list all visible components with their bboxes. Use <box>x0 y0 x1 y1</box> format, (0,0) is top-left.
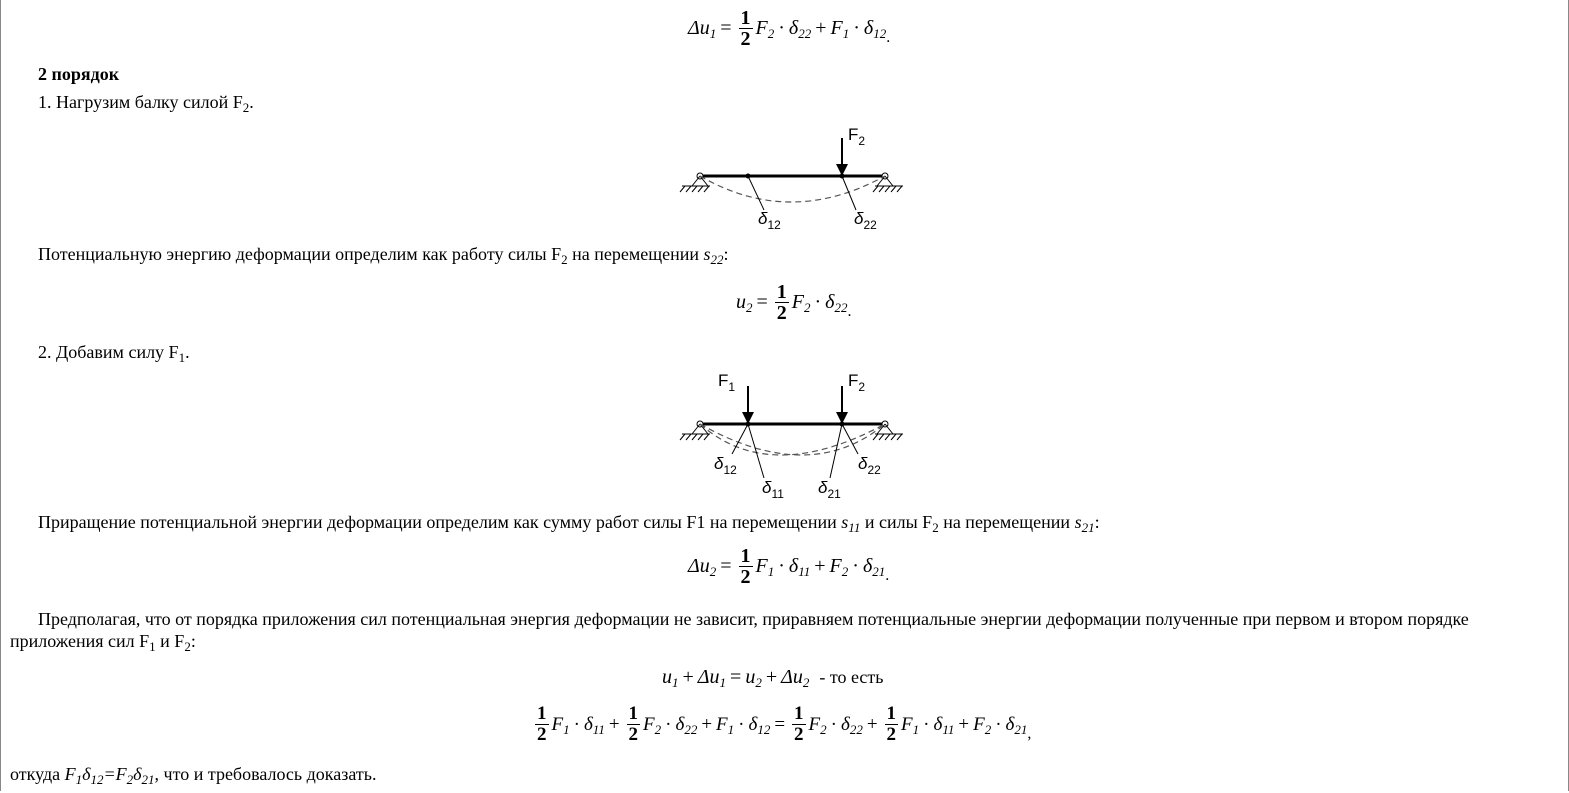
force-arrow-f2 <box>836 386 848 424</box>
equation-expanded: $\frac{1}{2}$ $F_1$ · $\delta_{11}$ + $\frac{1}{2}$ $F_2$ · $\delta_{22}$ + $F_1$ · $\delta_{12}$ = $\frac{1}{2}$ $F_2$ · $\delta_{22}$ + $\frac{1}{2}$ $F_1$ · $\delta_{11}$ + $F_2$ · $\delta_{21}$ , <box>537 703 1032 745</box>
deflection-curve-1 <box>700 424 885 455</box>
label-d22: $\delta_{22}$ <box>858 454 881 477</box>
label-d12: $\delta_{12}$ <box>714 454 737 477</box>
equation-u2: $u_2$ = $\frac{1}{2}$ $F_2$ · $\delta_{22}$ . <box>736 281 852 324</box>
conclusion: откуда $F_1\delta_{12}=F_2\delta_{21}$, что и требовалось доказать. <box>10 764 377 787</box>
label-d12: $\delta_{12}$ <box>758 209 781 232</box>
label-d21: $\delta_{21}$ <box>818 478 841 501</box>
step-2: 2. Добавим силу $F_1$. <box>38 342 190 365</box>
label-f2: $F_2$ <box>848 371 866 394</box>
fraction-half: $\frac{1}{2}$ <box>740 7 751 50</box>
force-arrow-f1 <box>742 386 754 424</box>
label-d22: $\delta_{22}$ <box>854 209 877 232</box>
leader-d22 <box>842 176 856 210</box>
paragraph-assumption: Предполагая, что от порядка приложения сил потенциальная энергия деформации не зависит, приравняем потенциальные энергии деформации полученные при первом и втором порядке приложения сил $F_1$ и $F_2$: <box>10 609 1469 654</box>
leader-d21 <box>830 424 842 478</box>
section-heading: 2 порядок <box>38 64 120 84</box>
equation-equality: $u_1$ + $\Delta u_1$ = $u_2$ + $\Delta u_2$ - то есть <box>662 666 884 690</box>
step-1: 1. Нагрузим балку силой $F_2$. <box>38 92 254 115</box>
force-arrow-f2 <box>836 138 848 176</box>
label-d11: $\delta_{11}$ <box>762 478 784 501</box>
beam-diagram-2 <box>670 366 920 506</box>
paragraph-energy-1: Потенциальную энергию деформации определим как работу силы $F_2$ на перемещении $s_{22}$: <box>38 244 729 267</box>
paragraph-energy-2: Приращение потенциальной энергии деформации определим как сумму работ силы F1 на перемещении $s_{11}$ и силы $F_2$ на перемещении $s_{21}$: <box>38 512 1100 535</box>
equation-du1: $\Delta u_1$ = $\frac{1}{2}$ $F_2$ · $\delta_{22}$ + $F_1$ · $\delta_{12}$ . <box>688 7 891 50</box>
leader-d22 <box>842 424 858 454</box>
leader-d12 <box>748 176 764 210</box>
deflection-curve <box>700 176 885 202</box>
label-f2: $F_2$ <box>848 125 866 148</box>
deflection-curve-2 <box>700 424 885 455</box>
equation-du2: $\Delta u_2$ = $\frac{1}{2}$ $F_1$ · $\delta_{11}$ + $F_2$ · $\delta_{21}$ . <box>688 545 890 588</box>
beam-diagram-1 <box>670 118 920 238</box>
leader-d11 <box>748 424 764 478</box>
label-f1: $F_1$ <box>718 371 736 394</box>
